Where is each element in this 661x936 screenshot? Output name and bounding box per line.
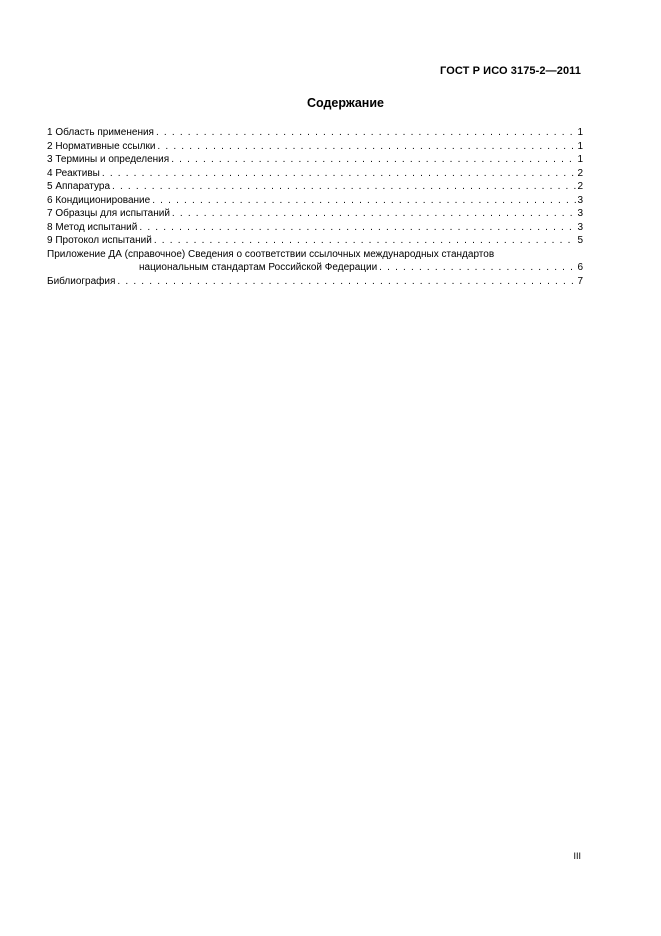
toc-entry[interactable]	[47, 126, 583, 140]
toc-entry[interactable]	[47, 167, 583, 181]
toc-appendix-continuation[interactable]	[47, 261, 583, 275]
toc-entry[interactable]	[47, 180, 583, 194]
toc-entry-page: 1	[577, 154, 583, 165]
dot-leader	[171, 153, 576, 167]
toc-entry-page: 3	[577, 208, 583, 219]
toc-appendix-entry[interactable]	[47, 248, 583, 262]
dot-leader	[112, 180, 576, 194]
toc-appendix-label: Приложение ДА (справочное) Сведения о соответствии ссылочных международных стандартов	[47, 248, 495, 260]
toc-entry-label: 7 Образцы для испытаний	[47, 208, 170, 219]
toc-entry[interactable]	[47, 207, 583, 221]
document-code: ГОСТ Р ИСО 3175-2—2011	[440, 65, 581, 77]
toc-entry-page: 1	[577, 127, 583, 138]
toc-entry-page: 3	[577, 194, 583, 206]
toc-entry-label: 9 Протокол испытаний	[47, 235, 152, 246]
page-number: III	[573, 851, 581, 861]
toc-entry-label: 3 Термины и определения	[47, 154, 170, 165]
dot-leader	[102, 167, 577, 181]
toc-appendix-label-cont: национальным стандартам Российской Федерации	[139, 262, 378, 273]
toc-bibliography-label: Библиография	[47, 275, 116, 287]
toc-entry-label: 1 Область применения	[47, 127, 154, 138]
toc-bibliography-page: 7	[577, 275, 583, 287]
toc-title: Содержание	[306, 96, 384, 110]
toc-entry[interactable]	[47, 153, 583, 167]
toc-entry[interactable]	[47, 140, 583, 154]
toc-entry-label: 4 Реактивы	[47, 167, 100, 179]
toc-entry-label: 8 Метод испытаний	[47, 221, 138, 233]
toc-appendix-page: 6	[577, 262, 583, 273]
toc-entry-page: 3	[577, 221, 583, 233]
toc-entry-page: 2	[577, 167, 583, 179]
toc-entry-label: 2 Нормативные ссылки	[47, 140, 156, 152]
toc-entry-label: 5 Аппаратура	[47, 181, 111, 192]
toc-bibliography-entry[interactable]	[47, 275, 583, 289]
toc-entry-label: 6 Кондиционирование	[47, 194, 151, 206]
dot-leader	[156, 126, 576, 140]
dot-leader	[172, 207, 577, 221]
toc-entry-page: 2	[577, 181, 583, 192]
toc-entry-page: 5	[577, 235, 583, 246]
dot-leader	[139, 221, 576, 235]
table-of-contents	[47, 126, 583, 288]
dot-leader	[157, 140, 576, 154]
dot-leader	[154, 234, 577, 248]
toc-entry[interactable]	[47, 221, 583, 235]
toc-entry-page: 1	[577, 140, 583, 152]
toc-entry[interactable]	[47, 234, 583, 248]
toc-entry[interactable]	[47, 194, 583, 208]
dot-leader	[117, 275, 576, 289]
dot-leader	[379, 261, 576, 275]
dot-leader	[152, 194, 576, 208]
